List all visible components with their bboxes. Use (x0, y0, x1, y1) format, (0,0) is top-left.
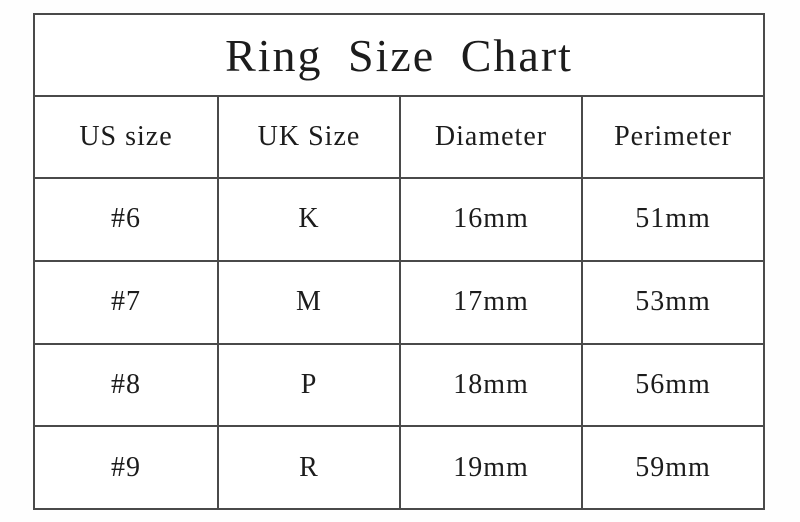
chart-title: Ring Size Chart (225, 29, 573, 81)
data-cell-perimeter: 53mm (581, 260, 763, 343)
column-header-us-size: US size (35, 95, 217, 177)
data-cell-diameter: 19mm (399, 425, 581, 508)
data-cell-perimeter: 51mm (581, 177, 763, 260)
data-cell-us-size: #9 (35, 425, 217, 508)
data-cell-diameter: 17mm (399, 260, 581, 343)
data-cell-us-size: #7 (35, 260, 217, 343)
data-cell-diameter: 18mm (399, 343, 581, 426)
column-header-diameter: Diameter (399, 95, 581, 177)
data-cell-diameter: 16mm (399, 177, 581, 260)
data-cell-us-size: #6 (35, 177, 217, 260)
data-cell-perimeter: 56mm (581, 343, 763, 426)
data-cell-us-size: #8 (35, 343, 217, 426)
ring-size-chart-table (33, 13, 765, 510)
data-cell-uk-size: R (217, 425, 399, 508)
data-cell-uk-size: K (217, 177, 399, 260)
data-cell-uk-size: M (217, 260, 399, 343)
data-cell-uk-size: P (217, 343, 399, 426)
column-header-uk-size: UK Size (217, 95, 399, 177)
column-header-perimeter: Perimeter (581, 95, 763, 177)
data-cell-perimeter: 59mm (581, 425, 763, 508)
